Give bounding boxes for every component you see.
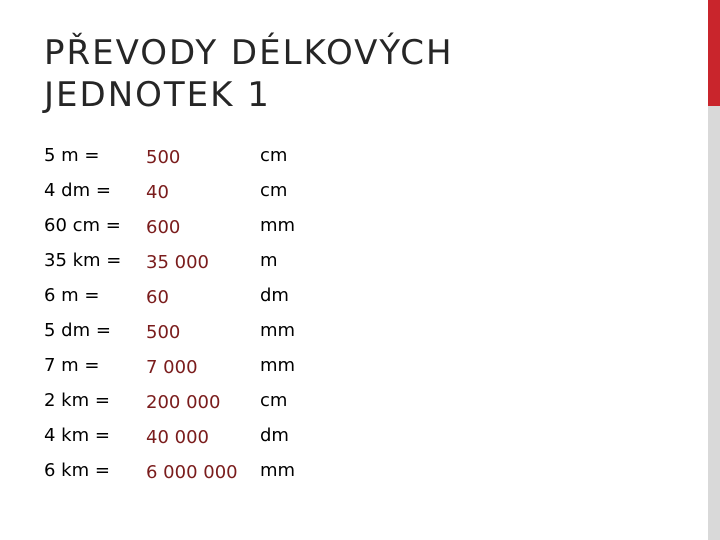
conversion-row [44, 313, 644, 348]
conversion-expression: 5 dm = [44, 320, 111, 341]
conversion-row [44, 453, 644, 488]
conversion-row [44, 173, 644, 208]
slide-title-line-2: JEDNOTEK 1 [44, 75, 271, 115]
conversion-unit: cm [260, 390, 288, 411]
conversion-unit: mm [260, 215, 296, 236]
conversion-answer: 200 000 [146, 392, 221, 413]
conversion-expression: 7 m = [44, 355, 100, 376]
conversion-row [44, 348, 644, 383]
conversion-row [44, 278, 644, 313]
conversion-answer: 500 [146, 147, 181, 168]
conversion-expression: 5 m = [44, 145, 100, 166]
conversion-expression: 60 cm = [44, 215, 121, 236]
conversion-unit: m [260, 250, 278, 271]
conversion-answer: 600 [146, 217, 181, 238]
conversion-row [44, 418, 644, 453]
conversion-expression: 6 m = [44, 285, 100, 306]
conversion-unit: cm [260, 145, 288, 166]
conversion-unit: dm [260, 285, 289, 306]
conversion-answer: 7 000 [146, 357, 198, 378]
conversion-answer: 60 [146, 287, 169, 308]
accent-bar [708, 0, 720, 106]
conversion-expression: 4 dm = [44, 180, 111, 201]
conversion-expression: 35 km = [44, 250, 122, 271]
conversion-unit: mm [260, 355, 296, 376]
conversion-answer: 40 [146, 182, 169, 203]
conversion-table [44, 138, 644, 488]
conversion-expression: 2 km = [44, 390, 110, 411]
conversion-unit: dm [260, 425, 289, 446]
conversion-row [44, 208, 644, 243]
conversion-expression: 6 km = [44, 460, 110, 481]
conversion-row [44, 138, 644, 173]
conversion-answer: 500 [146, 322, 181, 343]
conversion-expression: 4 km = [44, 425, 110, 446]
conversion-answer: 35 000 [146, 252, 209, 273]
conversion-unit: mm [260, 460, 296, 481]
accent-bar-light [708, 106, 720, 540]
conversion-answer: 40 000 [146, 427, 209, 448]
slide-title-line-1: PŘEVODY DÉLKOVÝCH [44, 33, 454, 73]
conversion-answer: 6 000 000 [146, 462, 238, 483]
conversion-unit: mm [260, 320, 296, 341]
conversion-row [44, 243, 644, 278]
slide-title [44, 32, 684, 116]
conversion-row [44, 383, 644, 418]
conversion-unit: cm [260, 180, 288, 201]
